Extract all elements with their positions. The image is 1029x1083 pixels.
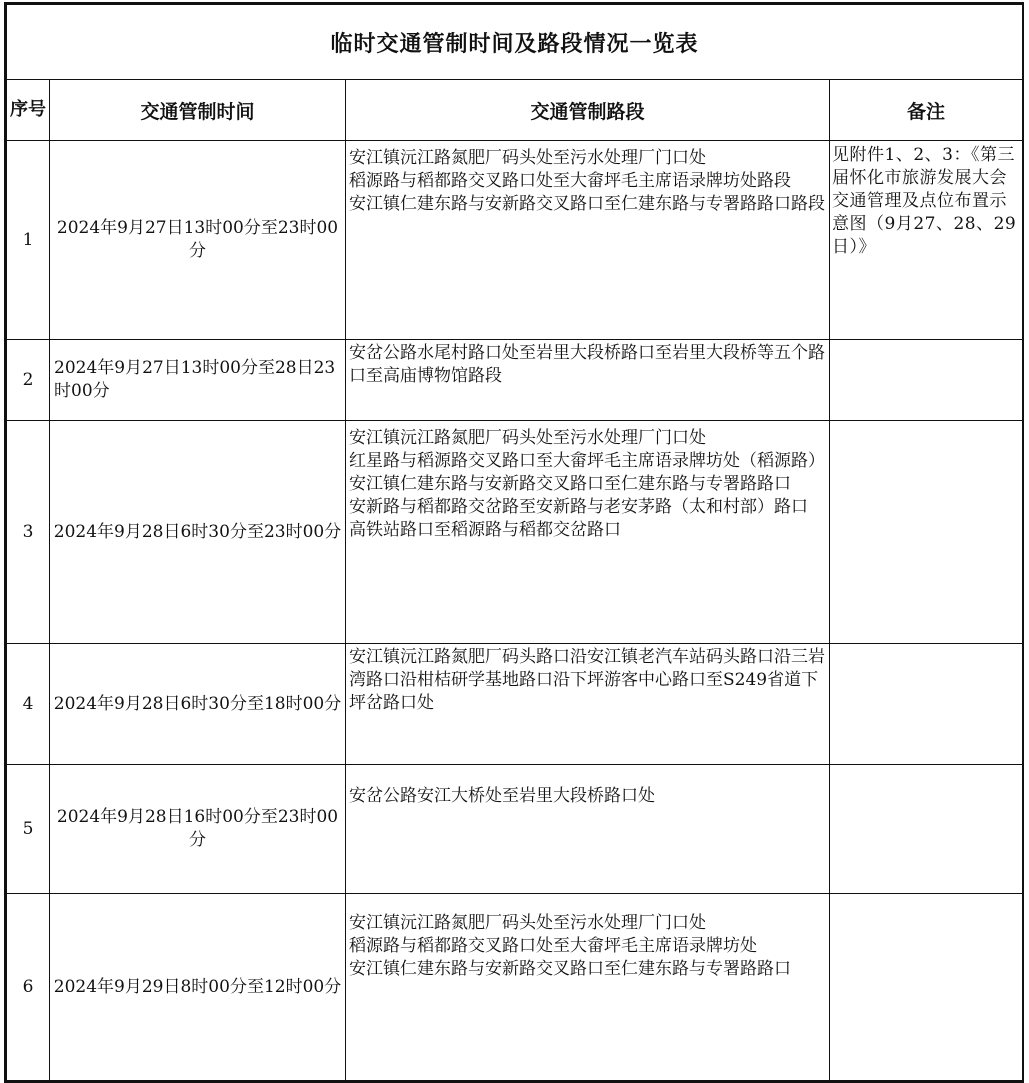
header-seq: 序号 bbox=[7, 80, 50, 141]
row-time: 2024年9月27日13时00分至28日23时00分 bbox=[50, 340, 346, 421]
traffic-control-table bbox=[4, 2, 1024, 1083]
road-segment: 安江镇沅江路氮肥厂码头处至污水处理厂门口处 bbox=[349, 148, 706, 168]
road-segment: 安江镇沅江路氮肥厂码头处至污水处理厂门口处 bbox=[349, 913, 706, 933]
row-note bbox=[830, 340, 1023, 421]
table-title: 临时交通管制时间及路段情况一览表 bbox=[7, 5, 1023, 80]
table-row bbox=[7, 141, 1023, 340]
road-segment: 安江镇沅江路氮肥厂码头路口沿安江镇老汽车站码头路口沿三岩湾路口沿柑桔研学基地路口沿下坪游客中心路口至S249省道下坪岔路口处 bbox=[349, 647, 825, 713]
row-seq: 5 bbox=[7, 765, 50, 894]
row-seq: 3 bbox=[7, 421, 50, 644]
table-row bbox=[7, 765, 1023, 894]
row-seq: 2 bbox=[7, 340, 50, 421]
road-segment: 高铁站路口至稻源路与稻都交岔路口 bbox=[349, 520, 621, 540]
row-road bbox=[346, 894, 830, 1081]
row-time: 2024年9月28日6时30分至23时00分 bbox=[50, 421, 346, 644]
row-time: 2024年9月28日6时30分至18时00分 bbox=[50, 644, 346, 765]
row-seq: 6 bbox=[7, 894, 50, 1081]
road-segment: 红星路与稻源路交叉路口至大畲坪毛主席语录牌坊处（稻源路） bbox=[349, 451, 825, 471]
row-road bbox=[346, 765, 830, 894]
row-time: 2024年9月27日13时00分至23时00分 bbox=[50, 141, 346, 340]
row-note: 见附件1、2、3：《第三届怀化市旅游发展大会交通管理及点位布置示意图（9月27、28、29日）》 bbox=[830, 141, 1023, 340]
road-segment: 稻源路与稻都路交叉路口处至大畲坪毛主席语录牌坊处 bbox=[349, 936, 757, 956]
table-row bbox=[7, 340, 1023, 421]
header-road: 交通管制路段 bbox=[346, 80, 830, 141]
row-road bbox=[346, 340, 830, 421]
row-note bbox=[830, 765, 1023, 894]
row-road bbox=[346, 421, 830, 644]
row-seq: 1 bbox=[7, 141, 50, 340]
row-note bbox=[830, 421, 1023, 644]
road-segment: 安江镇沅江路氮肥厂码头处至污水处理厂门口处 bbox=[349, 428, 706, 448]
road-segment: 安江镇仁建东路与安新路交叉路口至仁建东路与专署路路口路段 bbox=[349, 194, 825, 214]
table-row bbox=[7, 894, 1023, 1081]
road-segment: 安新路与稻都路交岔路至安新路与老安茅路（太和村部）路口 bbox=[349, 497, 808, 517]
table-row bbox=[7, 644, 1023, 765]
row-seq: 4 bbox=[7, 644, 50, 765]
road-segment: 安江镇仁建东路与安新路交叉路口至仁建东路与专署路路口 bbox=[349, 474, 791, 494]
road-segment: 安岔公路水尾村路口处至岩里大段桥路口至岩里大段桥等五个路口至高庙博物馆路段 bbox=[349, 343, 825, 386]
road-segment: 安岔公路安江大桥处至岩里大段桥路口处 bbox=[349, 786, 655, 806]
row-time: 2024年9月28日16时00分至23时00分 bbox=[50, 765, 346, 894]
header-note: 备注 bbox=[830, 80, 1023, 141]
header-time: 交通管制时间 bbox=[50, 80, 346, 141]
row-note bbox=[830, 644, 1023, 765]
row-road bbox=[346, 644, 830, 765]
row-road bbox=[346, 141, 830, 340]
road-segment: 稻源路与稻都路交叉路口处至大畲坪毛主席语录牌坊处路段 bbox=[349, 171, 791, 191]
road-segment: 安江镇仁建东路与安新路交叉路口至仁建东路与专署路路口 bbox=[349, 959, 791, 979]
row-note bbox=[830, 894, 1023, 1081]
table-row bbox=[7, 421, 1023, 644]
row-time: 2024年9月29日8时00分至12时00分 bbox=[50, 894, 346, 1081]
